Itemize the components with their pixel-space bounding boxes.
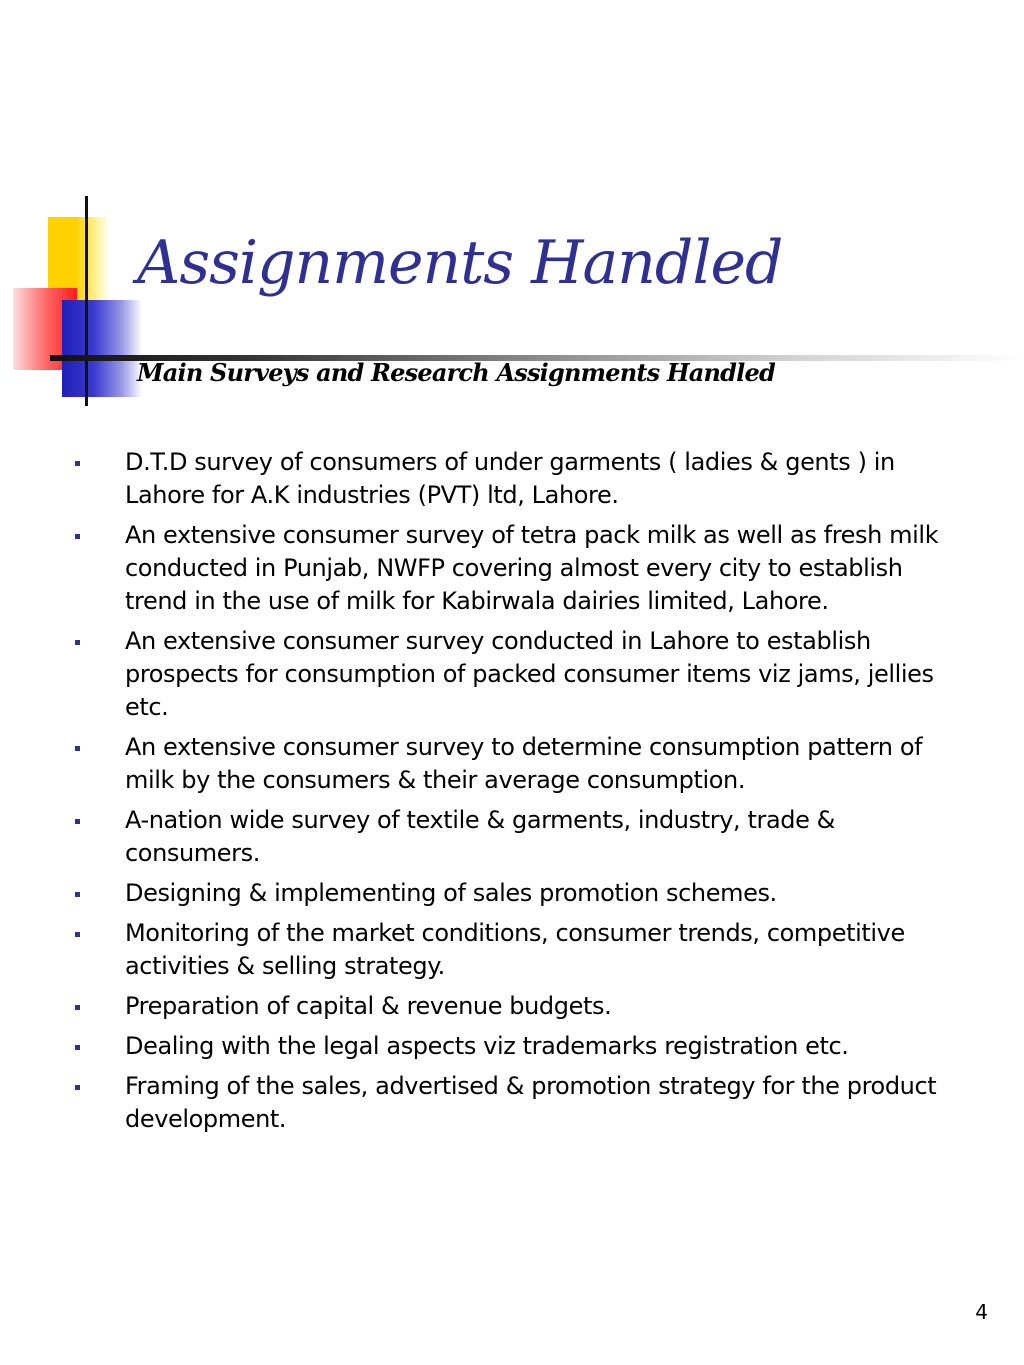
slide-title: Assignments Handled bbox=[137, 228, 783, 298]
square-bullet-icon bbox=[75, 534, 80, 539]
bullet-text: Framing of the sales, advertised & promotion strategy for the product development. bbox=[125, 1072, 937, 1133]
bullet-text: A-nation wide survey of textile & garments, industry, trade & consumers. bbox=[125, 806, 835, 867]
square-bullet-icon bbox=[75, 819, 80, 824]
bullet-list bbox=[0, 446, 1024, 1143]
bullet-item bbox=[0, 446, 955, 512]
bullet-item bbox=[0, 990, 955, 1023]
decorative-vertical-line bbox=[85, 196, 88, 406]
bullet-text: Preparation of capital & revenue budgets. bbox=[125, 992, 612, 1020]
square-bullet-icon bbox=[75, 461, 80, 466]
bullet-item bbox=[0, 519, 955, 618]
page-number: 4 bbox=[975, 1300, 988, 1324]
bullet-text: An extensive consumer survey to determine consumption pattern of milk by the consumers & their average consumption. bbox=[125, 733, 923, 794]
bullet-text: D.T.D survey of consumers of under garments ( ladies & gents ) in Lahore for A.K industries (PVT) ltd, Lahore. bbox=[125, 448, 895, 509]
square-bullet-icon bbox=[75, 932, 80, 937]
bullet-text: Monitoring of the market conditions, consumer trends, competitive activities & selling strategy. bbox=[125, 919, 905, 980]
bullet-item bbox=[0, 877, 955, 910]
bullet-item bbox=[0, 804, 955, 870]
slide-subtitle: Main Surveys and Research Assignments Handled bbox=[137, 358, 775, 387]
square-bullet-icon bbox=[75, 1045, 80, 1050]
bullet-item bbox=[0, 731, 955, 797]
bullet-text: An extensive consumer survey of tetra pack milk as well as fresh milk conducted in Punjab, NWFP covering almost every city to establish trend in the use of milk for Kabirwala dairies limited, Lahore. bbox=[125, 521, 939, 615]
bullet-item bbox=[0, 1030, 955, 1063]
square-bullet-icon bbox=[75, 1005, 80, 1010]
square-bullet-icon bbox=[75, 640, 80, 645]
bullet-text: Designing & implementing of sales promotion schemes. bbox=[125, 879, 777, 907]
square-bullet-icon bbox=[75, 1085, 80, 1090]
bullet-item bbox=[0, 917, 955, 983]
bullet-item bbox=[0, 1070, 955, 1136]
decorative-blue-square bbox=[62, 300, 142, 397]
square-bullet-icon bbox=[75, 892, 80, 897]
bullet-text: An extensive consumer survey conducted in Lahore to establish prospects for consumption of packed consumer items viz jams, jellies etc. bbox=[125, 627, 934, 721]
bullet-text: Dealing with the legal aspects viz trademarks registration etc. bbox=[125, 1032, 849, 1060]
bullet-item bbox=[0, 625, 955, 724]
square-bullet-icon bbox=[75, 746, 80, 751]
